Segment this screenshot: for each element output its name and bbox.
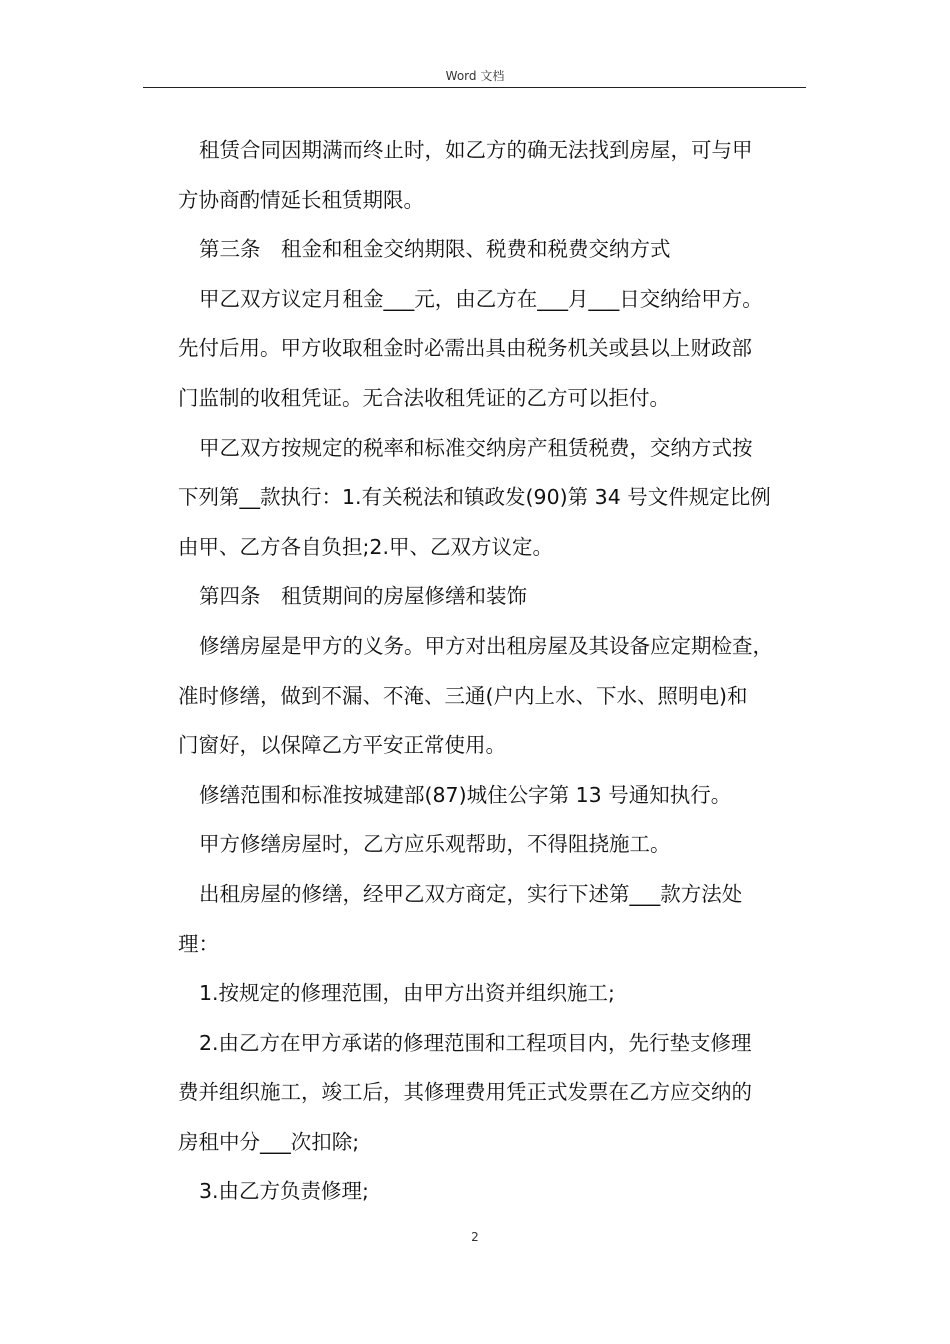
text-line: 方协商酌情延长租赁期限。 — [178, 187, 424, 212]
text-line: 准时修缮，做到不漏、不淹、三通(户内上水、下水、照明电)和 — [178, 683, 748, 708]
text-line: 理： — [178, 931, 219, 956]
text-line: 出租房屋的修缮，经甲乙双方商定，实行下述第___款方法处 — [199, 881, 743, 906]
text-line: 1.按规定的修理范围，由甲方出资并组织施工; — [199, 981, 615, 1006]
text-line: 由甲、乙方各自负担;2.甲、乙双方议定。 — [178, 534, 553, 559]
text-line: 租赁合同因期满而终止时，如乙方的确无法找到房屋，可与甲 — [199, 138, 753, 162]
text-line: 房租中分___次扣除; — [178, 1129, 360, 1154]
text-line: 修缮房屋是甲方的义务。甲方对出租房屋及其设备应定期检查， — [199, 633, 773, 658]
text-line: 先付后用。甲方收取租金时必需出具由税务机关或县以上财政部 — [178, 336, 752, 361]
text-line: 3.由乙方负责修理; — [199, 1179, 369, 1204]
text-line: 门监制的收租凭证。无合法收租凭证的乙方可以拒付。 — [178, 385, 670, 410]
document-body — [178, 126, 808, 1217]
text-line: 甲乙双方按规定的税率和标准交纳房产租赁税费，交纳方式按 — [199, 435, 753, 460]
header-divider — [143, 87, 806, 88]
text-line: 第四条 租赁期间的房屋修缮和装饰 — [199, 584, 527, 609]
text-line: 甲乙双方议定月租金___元，由乙方在___月___日交纳给甲方。 — [199, 286, 763, 311]
page-number: 2 — [471, 1230, 479, 1244]
text-line: 门窗好，以保障乙方平安正常使用。 — [178, 733, 506, 758]
text-line: 2.由乙方在甲方承诺的修理范围和工程项目内，先行垫支修理 — [199, 1030, 752, 1055]
text-line: 下列第__款执行：1.有关税法和镇政发(90)第 34 号文件规定比例 — [178, 485, 771, 510]
page-header-title: Word 文档 — [445, 69, 505, 83]
text-line: 第三条 租金和租金交纳期限、税费和税费交纳方式 — [199, 237, 671, 262]
text-line: 甲方修缮房屋时，乙方应乐观帮助，不得阻挠施工。 — [199, 832, 671, 857]
text-line: 费并组织施工，竣工后，其修理费用凭正式发票在乙方应交纳的 — [178, 1080, 752, 1105]
text-line: 修缮范围和标准按城建部(87)城住公字第 13 号通知执行。 — [199, 782, 732, 807]
